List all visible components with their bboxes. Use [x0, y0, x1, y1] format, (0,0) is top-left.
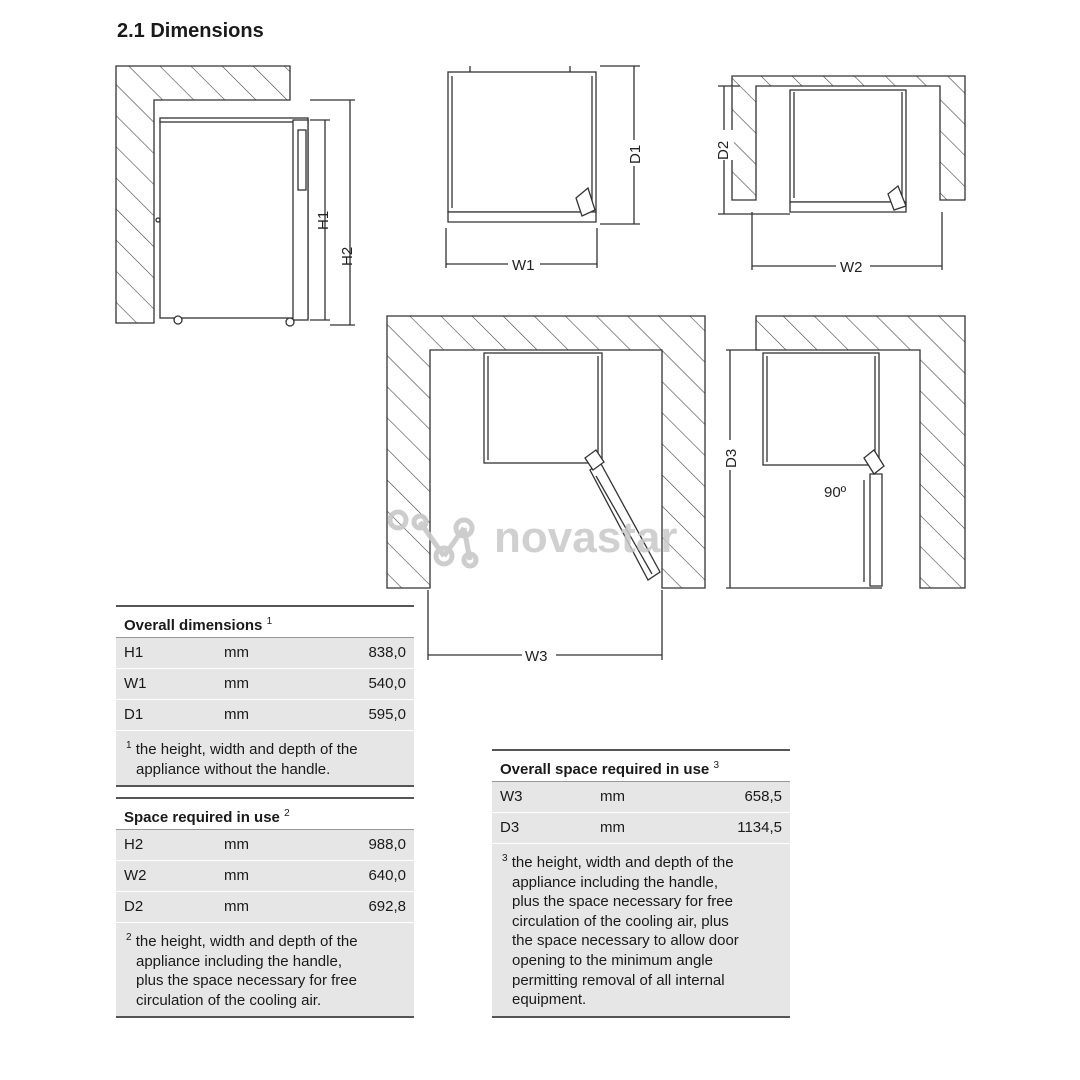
dimension-unit: mm [224, 898, 249, 915]
table-row [492, 782, 790, 813]
top-view-door-open-d3 [726, 316, 965, 588]
page-title: 2.1 Dimensions [117, 20, 264, 42]
table-row [116, 892, 414, 923]
top-view-door-open-w3 [387, 316, 705, 660]
handle-side [298, 130, 306, 190]
table-row [116, 861, 414, 892]
table-row [116, 638, 414, 669]
label-w3: W3 [525, 648, 548, 665]
space-required-table [116, 797, 414, 1018]
dimension-unit: mm [224, 675, 249, 692]
dimension-value: 1134,5 [737, 819, 782, 836]
table-footnote: $^1$ the height, width and depth of the appliance without the handle. [116, 731, 414, 787]
dimension-name: W1 [124, 675, 147, 692]
dimension-name: H1 [124, 644, 144, 661]
appliance-90-view [763, 353, 879, 465]
dimension-unit: mm [224, 836, 249, 853]
dimension-unit: mm [600, 788, 625, 805]
label-w2: W2 [840, 259, 863, 276]
dimension-value: 540,0 [368, 675, 406, 692]
dimension-name: W2 [124, 867, 147, 884]
dimension-unit: mm [600, 819, 625, 836]
label-d3: D3 [723, 448, 740, 468]
appliance-niche-view [790, 90, 906, 202]
dimension-name: H2 [124, 836, 144, 853]
door-open-90 [870, 474, 882, 586]
dimension-name: D2 [124, 898, 144, 915]
watermark-text: novastar [494, 513, 678, 562]
door-top-view [448, 212, 596, 222]
top-view-w1-d1 [446, 66, 640, 268]
dimension-value: 838,0 [368, 644, 406, 661]
dimension-unit: mm [224, 706, 249, 723]
table-header: Space required in use $^2$ [116, 797, 414, 830]
label-h1: H1 [315, 210, 332, 230]
table-header: Overall space required in use $^3$ [492, 749, 790, 782]
dimension-name: W3 [500, 788, 523, 805]
dimension-value: 692,8 [368, 898, 406, 915]
dimension-unit: mm [224, 644, 249, 661]
label-w1: W1 [512, 257, 535, 274]
table-footnote: $^3$ the height, width and depth of the appliance including the handle, plus the space necessary for free circulation of the cooling air, plus the space necessary to allow door opening to the minimum angle permitting removal of all internal equipment. [492, 844, 790, 1018]
table-header: Overall dimensions $^1$ [116, 605, 414, 638]
label-h2: H2 [339, 246, 356, 266]
dimension-value: 595,0 [368, 706, 406, 723]
table-row [116, 700, 414, 731]
dimension-name: D3 [500, 819, 520, 836]
foot-rear [286, 318, 294, 326]
dimension-value: 658,5 [744, 788, 782, 805]
overall-dimensions-table [116, 605, 414, 787]
label-d2: D2 [715, 140, 732, 160]
appliance-top-view [448, 72, 596, 212]
appliance-body-side [160, 120, 308, 318]
table-row [492, 813, 790, 844]
appliance-open-view [484, 353, 602, 463]
side-view-drawing [116, 66, 355, 326]
label-d1: D1 [627, 144, 644, 164]
dimension-name: D1 [124, 706, 144, 723]
table-row [116, 669, 414, 700]
dimension-unit: mm [224, 867, 249, 884]
dimension-value: 640,0 [368, 867, 406, 884]
label-angle-90: 90º [824, 484, 847, 501]
overall-space-required-table [492, 749, 790, 1018]
table-row [116, 830, 414, 861]
dimension-value: 988,0 [368, 836, 406, 853]
table-footnote: $^2$ the height, width and depth of the appliance including the handle, plus the space necessary for free circulation of the cooling air. [116, 923, 414, 1018]
foot-front [174, 316, 182, 324]
top-view-w2-d2 [718, 76, 965, 270]
